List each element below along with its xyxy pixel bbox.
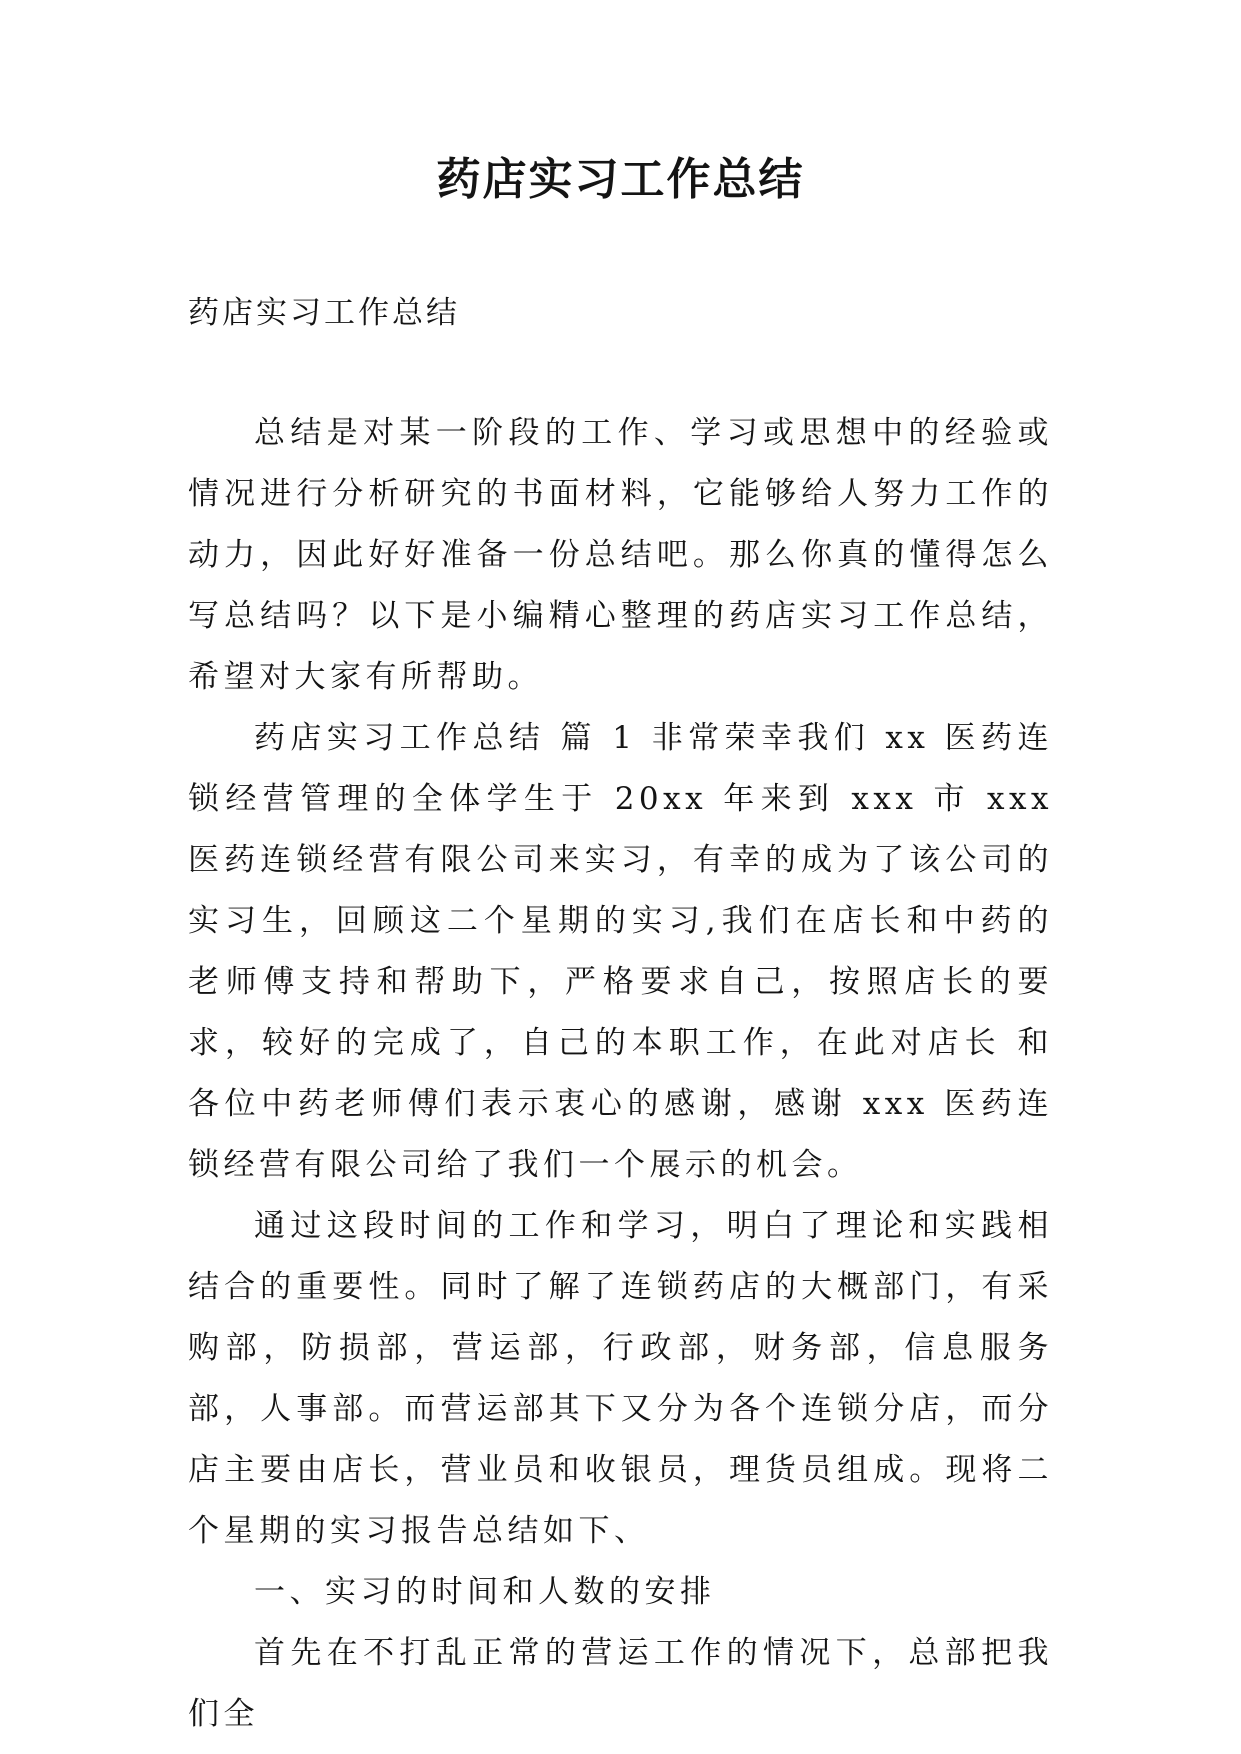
document-title: 药店实习工作总结 bbox=[436, 154, 805, 205]
paragraph-departments: 通过这段时间的工作和学习，明白了理论和实践相结合的重要性。同时了解了连锁药店的大概部门，有采购部，防损部，营运部，行政部，财务部，信息服务部，人事部。而营运部其下又分为各个连锁分店，而分店主要由店长，营业员和收银员，理货员组成。现将二个星期的实习报告总结如下、 bbox=[188, 1208, 1053, 1549]
document-subtitle: 药店实习工作总结 bbox=[188, 295, 460, 331]
section-heading: 一、实习的时间和人数的安排 bbox=[254, 1574, 716, 1610]
document-body bbox=[188, 403, 1053, 1745]
paragraph-intro: 总结是对某一阶段的工作、学习或思想中的经验或情况进行分析研究的书面材料，它能够给人努力工作的动力，因此好好准备一份总结吧。那么你真的懂得怎么写总结吗？以下是小编精心整理的药店实习工作总结，希望对大家有所帮助。 bbox=[188, 415, 1053, 695]
paragraph-arrangement: 首先在不打乱正常的营运工作的情况下，总部把我们全 bbox=[188, 1635, 1053, 1732]
paragraph-section-1: 药店实习工作总结 篇 1 非常荣幸我们 xx 医药连锁经营管理的全体学生于 20xx 年来到 xxx 市 xxx 医药连锁经营有限公司来实习，有幸的成为了该公司的实习生，回顾这二个星期的实习,我们在店长和中药的老师傅支持和帮助下，严格要求自己，按照店长的要求，较好的完成了，自己的本职工作，在此对店长 和各位中药老师傅们表示衷心的感谢，感谢 xxx 医药连锁经营有限公司给了我们一个展示的机会。 bbox=[188, 720, 1053, 1183]
